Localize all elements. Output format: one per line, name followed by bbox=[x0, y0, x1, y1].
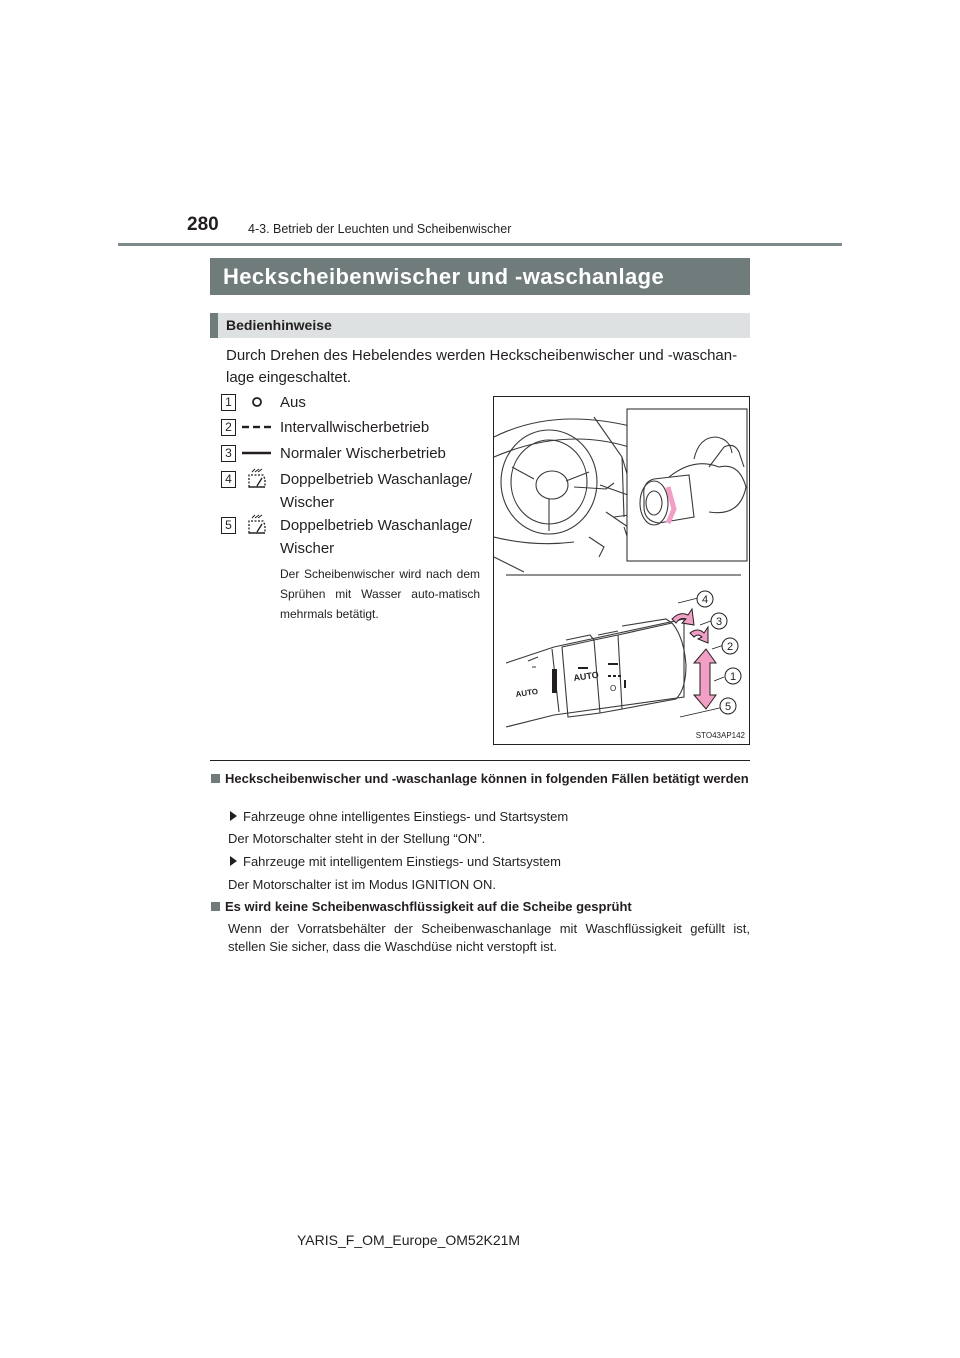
lever-illustration bbox=[493, 396, 750, 745]
lever-label-off: O bbox=[610, 684, 617, 693]
rear-washer-icon bbox=[241, 468, 277, 491]
callout-5: 5 bbox=[724, 701, 732, 713]
note-heading bbox=[211, 898, 751, 916]
solid-line-icon bbox=[241, 442, 277, 465]
note-condition bbox=[228, 808, 568, 826]
section-subtitle: Bedienhinweise bbox=[210, 313, 750, 338]
item-note: Der Scheibenwischer wird nach dem Sprühen mit Wasser auto-matisch mehrmals betätigt. bbox=[280, 567, 480, 621]
item-number: 5 bbox=[221, 517, 236, 534]
figure-code: STO43AP142 bbox=[695, 731, 745, 740]
chapter-title: 4-3. Betrieb der Leuchten und Scheibenwischer bbox=[248, 222, 512, 236]
note-condition bbox=[228, 853, 561, 871]
ring-icon bbox=[241, 391, 277, 414]
triangle-bullet-icon bbox=[230, 811, 237, 821]
lever-label-auto-lower: AUTO bbox=[515, 686, 539, 699]
callout-3: 3 bbox=[715, 616, 723, 628]
note-text: Wenn der Vorratsbehälter der Scheibenwaschanlage mit Waschflüssigkeit gefüllt ist, stellen Sie sicher, dass die Waschdüse nicht verstopft ist. bbox=[228, 921, 750, 954]
callout-2: 2 bbox=[726, 641, 734, 653]
triangle-bullet-icon bbox=[230, 856, 237, 866]
note-text: Der Motorschalter steht in der Stellung “ON”. bbox=[228, 831, 486, 846]
page-number: 280 bbox=[187, 214, 219, 235]
item-label: Intervallwischerbetrieb bbox=[280, 419, 430, 436]
intro-text: Durch Drehen des Hebelendes werden Heckscheibenwischer und -waschan-lage eingeschaltet. bbox=[226, 347, 738, 386]
item-label: Doppelbetrieb Waschanlage/ Wischer bbox=[280, 471, 473, 511]
note-text: Der Motorschalter ist im Modus IGNITION ON. bbox=[228, 877, 496, 892]
item-label: Aus bbox=[280, 394, 306, 411]
condition-text: Fahrzeuge ohne intelligentes Einstiegs- und Startsystem bbox=[243, 809, 569, 824]
item-number: 2 bbox=[221, 419, 236, 436]
square-bullet-icon bbox=[211, 774, 220, 783]
document-id: YARIS_F_OM_Europe_OM52K21M bbox=[297, 1232, 521, 1248]
section-title: Heckscheibenwischer und -waschanlage bbox=[210, 258, 750, 295]
callout-1: 1 bbox=[729, 671, 737, 683]
rear-washer-icon bbox=[241, 514, 277, 537]
wiper-lever-drawing bbox=[494, 397, 750, 745]
item-number: 4 bbox=[221, 471, 236, 488]
note-heading-text: Heckscheibenwischer und -waschanlage können in folgenden Fällen betätigt werden bbox=[225, 771, 749, 786]
item-number: 1 bbox=[221, 394, 236, 411]
item-label: Doppelbetrieb Waschanlage/ Wischer bbox=[280, 517, 473, 557]
section-divider bbox=[210, 760, 750, 761]
header-divider bbox=[118, 243, 842, 246]
square-bullet-icon bbox=[211, 902, 220, 911]
note-heading-text: Es wird keine Scheibenwaschflüssigkeit auf die Scheibe gesprüht bbox=[225, 899, 632, 914]
item-label: Normaler Wischerbetrieb bbox=[280, 445, 446, 462]
lever-label-auto: AUTO bbox=[572, 669, 600, 683]
note-heading bbox=[211, 770, 751, 788]
condition-text: Fahrzeuge mit intelligentem Einstiegs- und Startsystem bbox=[243, 854, 561, 869]
callout-4: 4 bbox=[701, 594, 709, 606]
item-number: 3 bbox=[221, 445, 236, 462]
dashed-line-icon bbox=[241, 416, 277, 439]
